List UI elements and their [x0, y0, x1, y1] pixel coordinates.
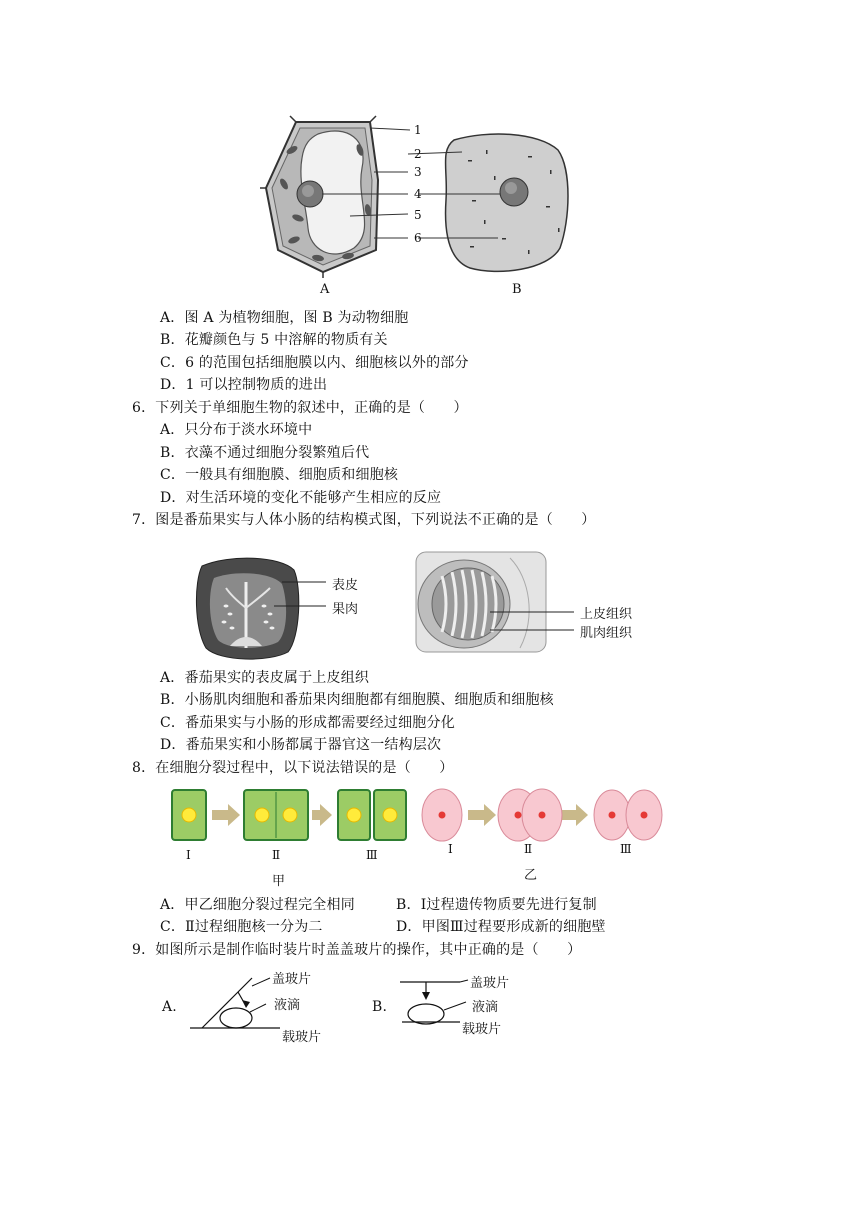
q5-option-d: D．1 可以控制物质的进出	[160, 377, 328, 393]
q8-option-c: C．Ⅱ过程细胞核一分为二	[160, 919, 323, 935]
q9-stem: 9．如图所示是制作临时装片时盖盖玻片的操作，其中正确的是（ ）	[132, 942, 582, 958]
label-2: 2	[414, 147, 422, 161]
epithelial-tissue-label: 上皮组织	[580, 607, 633, 622]
q5-option-c: C．6 的范围包括细胞膜以内、细胞核以外的部分	[160, 355, 469, 371]
muscle-tissue-label: 肌肉组织	[580, 626, 633, 641]
tomato-skin-label: 表皮	[332, 578, 359, 593]
q9-figure-b	[396, 970, 546, 1044]
q6-stem: 6．下列关于单细胞生物的叙述中，正确的是（ ）	[132, 400, 468, 416]
tomato-flesh-label: 果肉	[332, 602, 359, 617]
yi-step-1: Ⅰ	[448, 842, 453, 856]
q7-figure	[190, 548, 650, 663]
q7-option-b: B．小肠肌肉细胞和番茄果肉细胞都有细胞膜、细胞质和细胞核	[160, 692, 554, 708]
jia-step-1: Ⅰ	[186, 848, 191, 862]
q9-a-cover-slip-label: 盖玻片	[272, 972, 312, 987]
animal-cell-b	[446, 134, 569, 271]
q8-stem: 8．在细胞分裂过程中，以下说法错误的是（ ）	[132, 760, 454, 776]
q6-option-c: C．一般具有细胞膜、细胞质和细胞核	[160, 467, 399, 483]
jia-label: 甲	[272, 874, 286, 889]
q9-option-a-label: A.	[162, 999, 177, 1015]
q7-stem: 7．图是番茄果实与人体小肠的结构模式图，下列说法不正确的是（ ）	[132, 512, 596, 528]
q5-option-b: B．花瓣颜色与 5 中溶解的物质有关	[160, 332, 388, 348]
q9-a-slide-label: 载玻片	[282, 1030, 322, 1045]
q5-option-a: A．图 A 为植物细胞，图 B 为动物细胞	[160, 310, 409, 326]
q9-b-slide-label: 载玻片	[462, 1022, 502, 1037]
cell-division-svg	[168, 784, 668, 854]
label-3: 3	[414, 165, 422, 179]
cell-a-label: A	[320, 282, 330, 297]
q8-option-b: B．Ⅰ过程遗传物质要先进行复制	[396, 897, 597, 913]
label-5: 5	[414, 208, 422, 222]
q7-option-c: C．番茄果实与小肠的形成都需要经过细胞分化	[160, 715, 455, 731]
label-6: 6	[414, 231, 422, 245]
plant-cell-a	[260, 116, 378, 278]
q5-cell-figure	[258, 110, 598, 300]
label-4: 4	[414, 187, 422, 201]
q9-figure-a	[190, 964, 340, 1044]
q6-option-a: A．只分布于淡水环境中	[160, 422, 313, 438]
q9-b-droplet-label: 液滴	[472, 1000, 499, 1015]
q9-option-b-label: B.	[372, 999, 388, 1015]
small-intestine-section	[416, 552, 546, 652]
q6-option-b: B．衣藻不通过细胞分裂繁殖后代	[160, 445, 370, 461]
q6-option-d: D．对生活环境的变化不能够产生相应的反应	[160, 490, 442, 506]
cell-diagram-svg	[258, 110, 598, 300]
q9-a-droplet-label: 液滴	[274, 998, 301, 1013]
animal-division-yi	[422, 789, 662, 841]
yi-step-3: Ⅲ	[620, 842, 632, 856]
yi-label: 乙	[524, 868, 538, 883]
cell-b-label: B	[512, 282, 522, 297]
tomato-cross-section	[196, 558, 298, 659]
q7-option-a: A．番茄果实的表皮属于上皮组织	[160, 670, 370, 686]
label-1: 1	[414, 123, 422, 137]
yi-step-2: Ⅱ	[524, 842, 533, 856]
jia-step-2: Ⅱ	[272, 848, 281, 862]
plant-division-jia	[172, 790, 406, 840]
q7-option-d: D．番茄果实和小肠都属于器官这一结构层次	[160, 737, 442, 753]
q8-figure	[168, 784, 668, 889]
q9-b-cover-slip-label: 盖玻片	[470, 976, 510, 991]
q8-option-d: D．甲图Ⅲ过程要形成新的细胞壁	[396, 919, 606, 935]
q8-option-a: A．甲乙细胞分裂过程完全相同	[160, 897, 355, 913]
jia-step-3: Ⅲ	[366, 848, 378, 862]
